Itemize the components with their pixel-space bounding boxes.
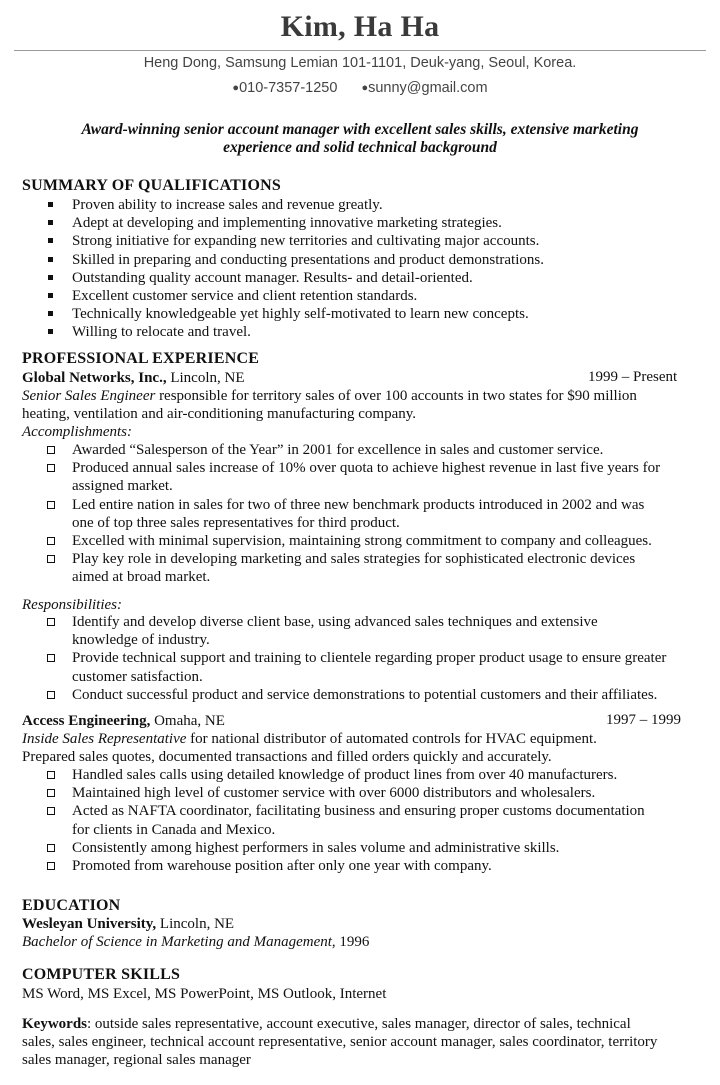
summary-heading: SUMMARY OF QUALIFICATIONS	[22, 177, 281, 194]
list-item	[0, 496, 692, 532]
bullet-icon	[48, 257, 53, 262]
list-item	[0, 441, 692, 459]
bullet-icon	[48, 275, 53, 280]
list-item-text: Proven ability to increase sales and revenue greatly.	[72, 197, 383, 213]
job2-dates: 1997 – 1999	[606, 712, 681, 728]
list-item-text: customer satisfaction.	[72, 668, 203, 685]
job2-desc-text: for national distributor of automated controls for HVAC equipment.	[186, 731, 597, 747]
list-item	[0, 686, 692, 704]
bullet-icon	[48, 293, 53, 298]
phone: 010-7357-1250	[239, 80, 338, 96]
job1-description	[22, 387, 637, 405]
list-item-text: Maintained high level of customer service with over 6000 distributors and wholesalers.	[72, 785, 596, 802]
bullet-icon: ●	[361, 82, 369, 94]
list-item-text: Play key role in developing marketing and sales strategies for sophisticated electronic devices	[72, 551, 636, 568]
contact-line	[0, 80, 720, 96]
headline-line: experience and solid technical background	[223, 139, 497, 156]
list-item-text: Skilled in preparing and conducting presentations and product demonstrations.	[72, 251, 544, 268]
list-item	[0, 287, 632, 305]
list-item	[0, 459, 692, 495]
bullet-icon	[47, 844, 55, 852]
bullet-icon	[47, 464, 55, 472]
list-item	[0, 784, 692, 802]
job2-company: Access Engineering,	[22, 713, 151, 729]
job2-description	[22, 730, 597, 748]
responsibilities-list	[0, 613, 692, 704]
degree-name: Bachelor of Science in Marketing and Management	[22, 934, 332, 950]
list-item	[0, 269, 632, 287]
bullet-icon	[47, 691, 55, 699]
list-item-text: Promoted from warehouse position after only one year with company.	[72, 858, 492, 875]
list-item-text: Consistently among highest performers in sales volume and administrative skills.	[72, 839, 560, 856]
list-item-text: Awarded “Salesperson of the Year” in 2001 for excellence in sales and customer service.	[72, 442, 604, 458]
accomplishments-label: Accomplishments:	[22, 424, 132, 440]
bullet-icon	[47, 807, 55, 815]
header-divider	[14, 50, 706, 51]
bullet-icon	[47, 446, 55, 454]
list-item	[0, 550, 692, 586]
school-name: Wesleyan University,	[22, 916, 157, 932]
list-item-text: Conduct successful product and service demonstrations to potential customers and their affiliates.	[72, 686, 658, 703]
bullet-icon	[48, 202, 53, 207]
job1-desc-text: responsible for territory sales of over 100 accounts in two states for $90 million	[155, 388, 637, 404]
skills-text: MS Word, MS Excel, MS PowerPoint, MS Outlook, Internet	[22, 986, 387, 1002]
list-item	[0, 613, 692, 649]
list-item	[0, 251, 632, 269]
education-degree	[22, 933, 369, 951]
list-item	[0, 532, 692, 550]
address: Heng Dong, Samsung Lemian 101-1101, Deuk-yang, Seoul, Korea.	[143, 55, 577, 71]
job1-dates: 1999 – Present	[588, 369, 678, 385]
bullet-icon	[48, 329, 53, 334]
bullet-icon	[48, 311, 53, 316]
keywords-label: Keywords	[22, 1016, 87, 1032]
bullet-icon	[47, 618, 55, 626]
job2-role: Inside Sales Representative	[22, 731, 187, 747]
list-item-text: Adept at developing and implementing innovative marketing strategies.	[72, 215, 502, 232]
bullet-icon	[48, 220, 53, 225]
job2-list	[0, 766, 692, 875]
bullet-icon	[47, 654, 55, 662]
job1-role: Senior Sales Engineer	[22, 388, 156, 404]
bullet-icon: ●	[232, 82, 240, 94]
list-item-text: aimed at broad market.	[72, 569, 211, 586]
list-item-text: one of top three sales representatives for third product.	[72, 514, 400, 531]
list-item-text: Excelled with minimal supervision, maintaining strong commitment to company and colleagues.	[72, 533, 652, 550]
bullet-icon	[48, 238, 53, 243]
education-school	[22, 915, 234, 933]
list-item	[0, 766, 692, 784]
list-item	[0, 214, 632, 232]
list-item-text: Excellent customer service and client retention standards.	[72, 288, 418, 305]
list-item-text: Produced annual sales increase of 10% over quota to achieve highest revenue in last five years for	[72, 460, 661, 477]
list-item-text: for clients in Canada and Mexico.	[72, 821, 276, 838]
list-item	[0, 305, 632, 323]
job2-desc-line2: Prepared sales quotes, documented transactions and filled orders quickly and accurately.	[22, 749, 552, 765]
list-item	[0, 232, 632, 250]
skills-heading: COMPUTER SKILLS	[22, 966, 181, 983]
job2-employer	[22, 712, 225, 730]
responsibilities-label: Responsibilities:	[22, 597, 122, 613]
experience-heading: PROFESSIONAL EXPERIENCE	[22, 350, 260, 367]
list-item	[0, 649, 692, 685]
list-item-text: knowledge of industry.	[72, 632, 210, 649]
job1-company: Global Networks, Inc.,	[22, 370, 167, 386]
list-item-text: Technically knowledgeable yet highly self-motivated to learn new concepts.	[72, 306, 529, 323]
list-item-text: Led entire nation in sales for two of three new benchmark products introduced in 2002 and was	[72, 496, 645, 513]
list-item	[0, 802, 692, 838]
degree-year: , 1996	[331, 934, 370, 950]
list-item	[0, 839, 692, 857]
list-item-text: Strong initiative for expanding new territories and cultivating major accounts.	[72, 233, 540, 250]
job1-location: Lincoln, NE	[166, 370, 245, 386]
list-item	[0, 196, 632, 214]
list-item-text: Handled sales calls using detailed knowledge of product lines from over 40 manufacturers.	[72, 767, 618, 783]
list-item-text: Acted as NAFTA coordinator, facilitating business and ensuring proper customs documentation	[72, 803, 645, 820]
list-item	[0, 857, 692, 875]
bullet-icon	[47, 862, 55, 870]
candidate-name: Kim, Ha Ha	[280, 10, 440, 43]
job1-employer	[22, 369, 245, 387]
headline-line: Award-winning senior account manager with excellent sales skills, extensive marketing	[81, 121, 639, 138]
bullet-icon	[47, 501, 55, 509]
accomplishments-list	[0, 441, 692, 587]
school-location: Lincoln, NE	[156, 916, 235, 932]
list-item-text: Provide technical support and training to clientele regarding proper product usage to ensure greater	[72, 650, 667, 667]
keywords-text: : outside sales representative, account executive, sales manager, director of sales, technical	[87, 1016, 631, 1032]
list-item-text: assigned market.	[72, 478, 173, 495]
list-item-text: Outstanding quality account manager. Results- and detail-oriented.	[72, 269, 473, 286]
bullet-icon	[47, 771, 55, 779]
email: sunny@gmail.com	[368, 80, 488, 96]
keywords-line3: sales manager, regional sales manager	[22, 1052, 251, 1068]
job1-desc-line2: heating, ventilation and air-conditioning manufacturing company.	[22, 406, 417, 422]
keywords-line1	[22, 1015, 631, 1033]
summary-list	[0, 196, 632, 342]
bullet-icon	[47, 537, 55, 545]
list-item-text: Willing to relocate and travel.	[72, 324, 251, 341]
bullet-icon	[47, 789, 55, 797]
list-item-text: Identify and develop diverse client base, using advanced sales techniques and extensive	[72, 614, 598, 630]
job2-location: Omaha, NE	[150, 713, 225, 729]
keywords-line2: sales, sales engineer, technical account representative, senior account manager, sales coordinator, territory	[22, 1034, 658, 1050]
education-heading: EDUCATION	[22, 897, 121, 914]
headline	[20, 121, 700, 157]
list-item	[0, 323, 632, 341]
bullet-icon	[47, 555, 55, 563]
